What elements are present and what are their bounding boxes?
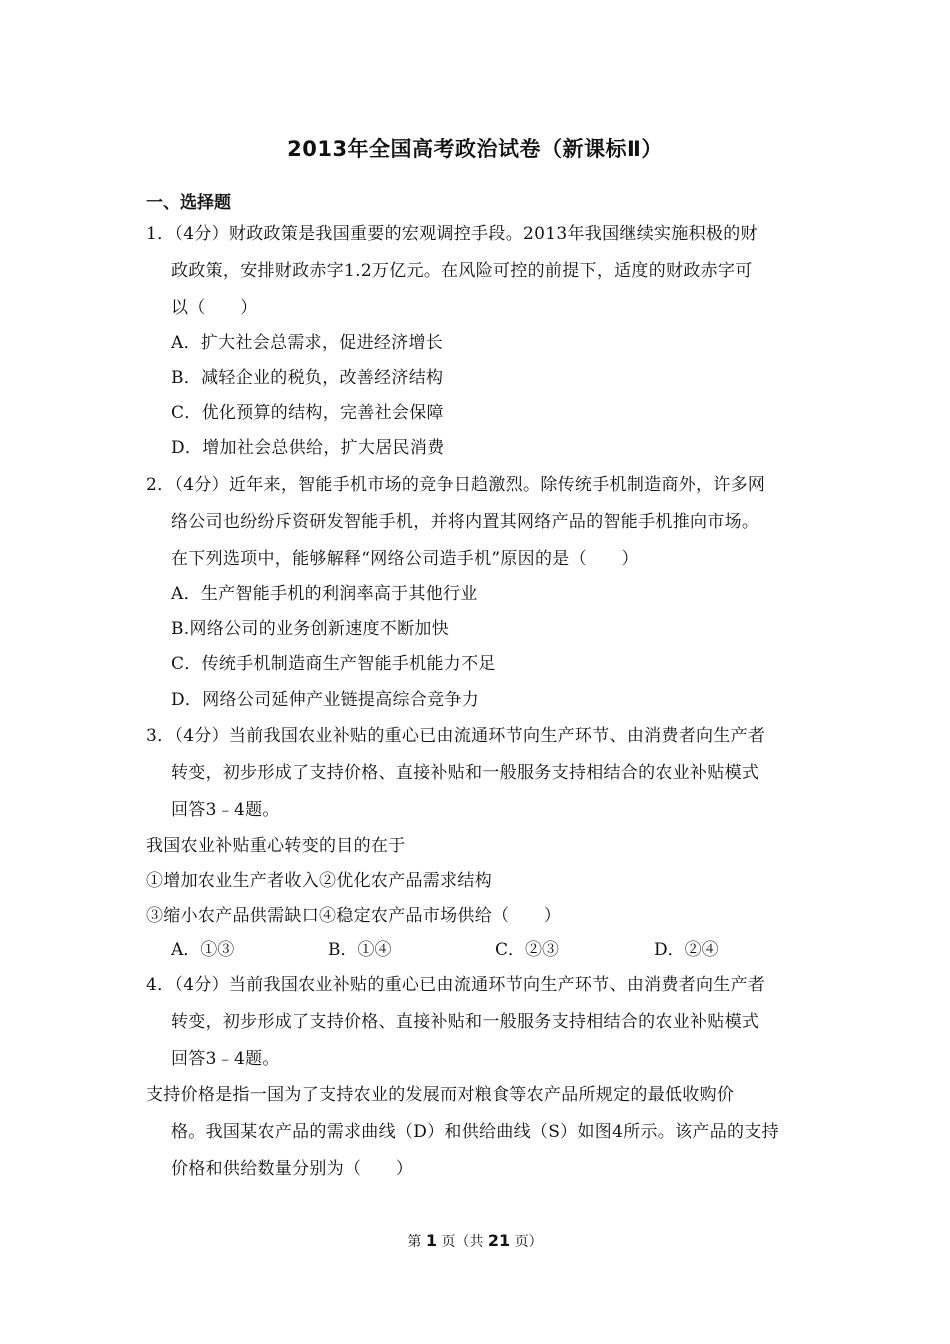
option-b: B．①④ bbox=[328, 940, 392, 960]
page-number: 1 bbox=[425, 1231, 437, 1250]
question-text: 4．（4分）当前我国农业补贴的重心已由流通环节向生产环节、由消费者向生产者 bbox=[146, 975, 766, 995]
option-d: D．②④ bbox=[654, 940, 719, 960]
footer-mid: 页（共 bbox=[441, 1234, 484, 1250]
option-d: D．增加社会总供给，扩大居民消费 bbox=[171, 438, 445, 458]
option-b: B．减轻企业的税负，改善经济结构 bbox=[171, 368, 444, 388]
option-b: B.网络公司的业务创新速度不断加快 bbox=[171, 619, 449, 639]
question-text: 转变，初步形成了支持价格、直接补贴和一般服务支持相结合的农业补贴模式 bbox=[171, 763, 760, 783]
question-stem: 支持价格是指一国为了支持农业的发展而对粮食等农产品所规定的最低收购价 bbox=[146, 1085, 735, 1105]
option-c: C．优化预算的结构，完善社会保障 bbox=[171, 403, 444, 423]
question-text: 在下列选项中，能够解释“网络公司造手机”原因的是（ ） bbox=[171, 549, 639, 569]
question-stem: 格。我国某农产品的需求曲线（D）和供给曲线（S）如图4所示。该产品的支持 bbox=[171, 1122, 779, 1142]
footer-prefix: 第 bbox=[407, 1234, 422, 1250]
question-text: 3．（4分）当前我国农业补贴的重心已由流通环节向生产环节、由消费者向生产者 bbox=[146, 726, 766, 746]
statement-items: ③缩小农产品供需缺口④稳定农产品市场供给（ ） bbox=[146, 906, 562, 926]
option-c: C．②③ bbox=[495, 940, 560, 960]
option-a: A．生产智能手机的利润率高于其他行业 bbox=[171, 584, 478, 604]
option-d: D．网络公司延伸产业链提高综合竞争力 bbox=[171, 690, 480, 710]
section-heading: 一、选择题 bbox=[146, 193, 231, 213]
question-text: 政政策，安排财政赤字1.2万亿元。在风险可控的前提下，适度的财政赤字可 bbox=[171, 261, 753, 281]
question-text: 2．（4分）近年来，智能手机市场的竞争日趋激烈。除传统手机制造商外，许多网 bbox=[146, 475, 766, 495]
question-text: 回答3﹣4题。 bbox=[171, 1049, 280, 1069]
total-pages: 21 bbox=[487, 1231, 511, 1250]
option-a: A．扩大社会总需求，促进经济增长 bbox=[171, 333, 444, 353]
page-title: 2013年全国高考政治试卷（新课标Ⅱ） bbox=[287, 137, 663, 161]
question-text: 1．（4分）财政政策是我国重要的宏观调控手段。2013年我国继续实施积极的财 bbox=[146, 224, 758, 244]
option-c: C．传统手机制造商生产智能手机能力不足 bbox=[171, 654, 496, 674]
question-text: 络公司也纷纷斥资研发智能手机，并将内置其网络产品的智能手机推向市场。 bbox=[171, 512, 760, 532]
question-text: 转变，初步形成了支持价格、直接补贴和一般服务支持相结合的农业补贴模式 bbox=[171, 1012, 760, 1032]
question-stem: 价格和供给数量分别为（ ） bbox=[171, 1159, 414, 1179]
question-text: 回答3﹣4题。 bbox=[171, 800, 280, 820]
statement-items: ①增加农业生产者收入②优化农产品需求结构 bbox=[146, 871, 492, 891]
footer-suffix: 页） bbox=[514, 1234, 543, 1250]
option-a: A．①③ bbox=[171, 940, 235, 960]
page-footer bbox=[0, 1231, 950, 1251]
question-stem: 我国农业补贴重心转变的目的在于 bbox=[146, 836, 406, 856]
question-text: 以（ ） bbox=[171, 298, 258, 318]
